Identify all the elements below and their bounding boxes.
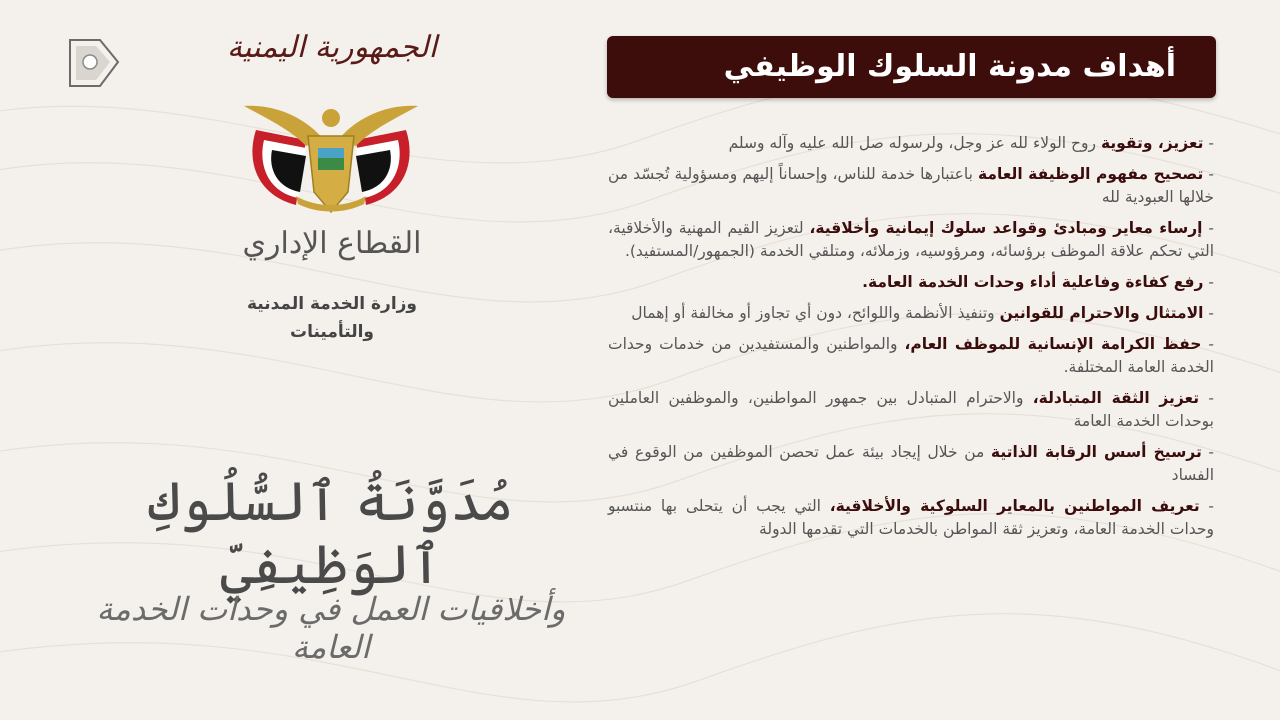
goal-lead: تصحيح مفهوم الوظيفة العامة — [977, 165, 1204, 183]
goal-lead: حفظ الكرامة الإنسانية للموظف العام، — [904, 335, 1202, 353]
republic-title: الجمهورية اليمنية — [226, 30, 438, 65]
goal-item: - ترسيخ أسس الرقابة الذاتية من خلال إيجاد بيئة عمل تحصن الموظفين من الوقوع في الفساد — [608, 443, 1214, 484]
goal-item: - تعزيز الثقة المتبادلة، والاحترام المتبادل بين جمهور المواطنين، والموظفين العاملين بوحدات الخدمة العامة — [608, 389, 1214, 430]
goal-text: لتعزيز القيم المهنية والأخلاقية، التي تحكم علاقة الموظف برؤسائه، ومرؤوسيه، وزملائه، ومتلقي الخدمة (الجمهور/المستفيد). — [608, 219, 1214, 260]
goal-item: - رفع كفاءة وفاعلية أداء وحدات الخدمة العامة. — [862, 273, 1214, 291]
goal-lead: ترسيخ أسس الرقابة الذاتية — [990, 443, 1202, 461]
goal-lead: إرساء معاير ومبادئ وقواعد سلوك إيمانية وأخلاقية، — [809, 219, 1203, 237]
goal-item: - حفظ الكرامة الإنسانية للموظف العام، والمواطنين والمستفيدين من خدمات وحدات الخدمة العامة المختلفة. — [608, 335, 1214, 376]
ministry-line-1: وزارة الخدمة المدنية — [246, 294, 418, 314]
goals-list — [608, 132, 1214, 549]
goal-item: - إرساء معاير ومبادئ وقواعد سلوك إيمانية وأخلاقية، لتعزيز القيم المهنية والأخلاقية، التي تحكم علاقة الموظف برؤسائه، ومرؤوسيه، وزملائه، ومتلقي الخدمة (الجمهور/المستفيد). — [608, 219, 1214, 260]
ministry-name — [222, 290, 442, 346]
goals-header-title: أهداف مدونة السلوك الوظيفي — [723, 49, 1176, 84]
goal-lead: تعزيز، وتقوية — [1100, 134, 1204, 152]
goal-lead: تعريف المواطنين بالمعاير السلوكية والأخلاقية، — [829, 497, 1200, 515]
goal-lead: تعزيز الثقة المتبادلة، — [1032, 389, 1200, 407]
goal-lead: رفع كفاءة وفاعلية أداء وحدات الخدمة العامة. — [862, 273, 1204, 291]
goal-text: من خلال إيجاد بيئة عمل تحصن الموظفين من الوقوع في الفساد — [608, 443, 1214, 484]
code-title: مُدَوَّنَةُ ٱلسُّلُوكِ ٱلوَظِيفِيّ — [148, 470, 514, 596]
goal-item: - تعريف المواطنين بالمعاير السلوكية والأخلاقية، التي يجب أن يتحلى بها منتسبو وحدات الخدمة العامة، وتعزيز ثقة المواطن بالخدمات التي تقدمها الدولة — [608, 497, 1214, 538]
goals-header — [607, 36, 1216, 98]
goal-text: باعتبارها خدمة للناس، وإحساناً إليهم ومسؤولية تُجسّد من خلالها العبودية لله — [608, 165, 1214, 206]
yemen-eagle-emblem-icon — [236, 100, 426, 220]
goal-text: روح الولاء لله عز وجل، ولرسوله صل الله عليه وآله وسلم — [728, 134, 1101, 152]
goal-item: - الامتثال والاحترام للقوانين وتنفيذ الأنظمة واللوائح، دون أي تجاوز أو مخالفة أو إهمال — [631, 304, 1214, 322]
goal-text: التي يجب أن يتحلى بها منتسبو وحدات الخدمة العامة، وتعزيز ثقة المواطن بالخدمات التي تقدمها الدولة — [608, 497, 1214, 538]
goal-item: - تصحيح مفهوم الوظيفة العامة باعتبارها خدمة للناس، وإحساناً إليهم ومسؤولية تُجسّد من خلالها العبودية لله — [608, 165, 1214, 206]
sector-title: القطاع الإداري — [242, 226, 422, 261]
ministry-line-2: والتأمينات — [290, 322, 374, 342]
goal-text: والاحترام المتبادل بين جمهور المواطنين، والموظفين العاملين بوحدات الخدمة العامة — [608, 389, 1214, 430]
goal-item: - تعزيز، وتقوية روح الولاء لله عز وجل، ولرسوله صل الله عليه وآله وسلم — [728, 134, 1214, 152]
code-subtitle: وأخلاقيات العمل في وحدات الخدمة العامة — [96, 590, 566, 666]
goal-text: والمواطنين والمستفيدين من خدمات وحدات الخدمة العامة المختلفة. — [608, 335, 1214, 376]
goal-lead: الامتثال والاحترام للقوانين — [999, 304, 1204, 322]
goal-text: وتنفيذ الأنظمة واللوائح، دون أي تجاوز أو مخالفة أو إهمال — [631, 304, 1000, 322]
ministry-logo-icon — [64, 34, 124, 94]
